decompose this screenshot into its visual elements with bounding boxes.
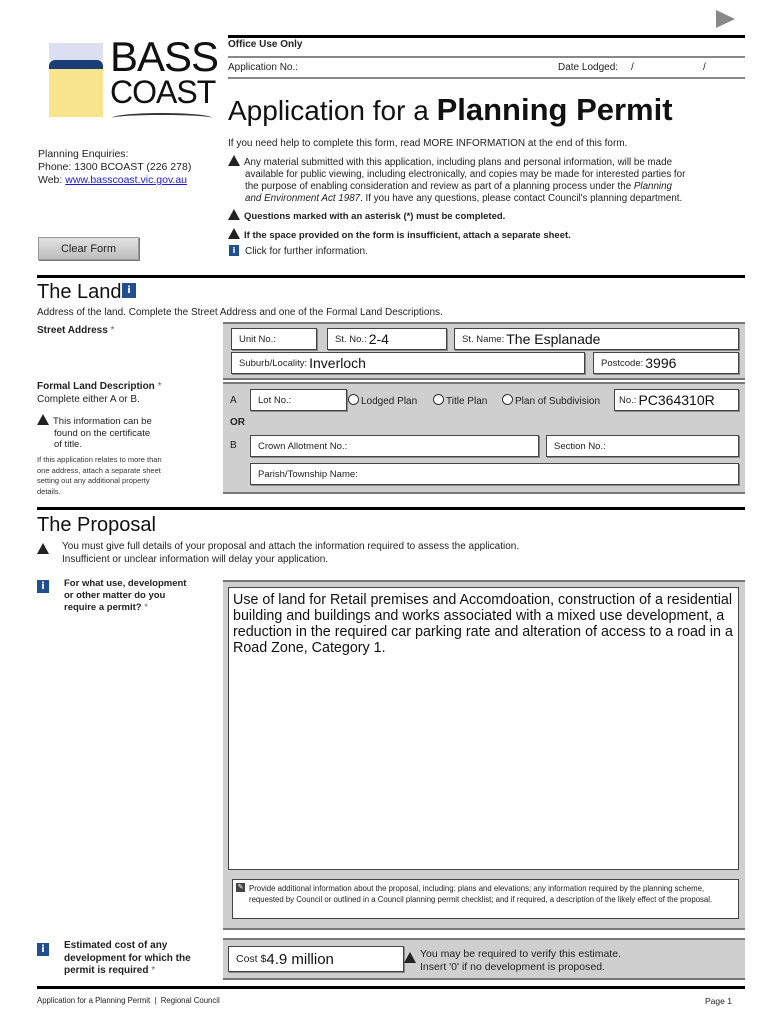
radio-label: Title Plan (446, 396, 488, 407)
question-line: or other matter do you (64, 590, 166, 601)
cost-field[interactable] (228, 946, 404, 972)
radio-icon (433, 394, 444, 405)
radio-label: Lodged Plan (361, 396, 418, 407)
formal-land-sub: Complete either A or B. (37, 394, 140, 405)
radio-lodged-plan[interactable] (348, 394, 417, 408)
radio-icon (502, 394, 513, 405)
land-description: Address of the land. Complete the Street Address and one of the Formal Land Descriptions. (37, 307, 443, 318)
warning-icon (37, 540, 53, 558)
street-no-field[interactable] (327, 328, 447, 350)
required-star: * (107, 325, 115, 336)
title-light: Application for a (228, 95, 437, 126)
radio-title-plan[interactable] (433, 394, 487, 408)
privacy-line: Any material submitted with this application, including plans and personal information, will be made (244, 157, 673, 168)
clear-form-button[interactable]: Clear Form (38, 237, 139, 260)
warning-icon (228, 209, 240, 220)
proposal-warning-1: You must give full details of your proposal and attach the information required to assess the application. (62, 541, 520, 552)
field-label: Section No.: (554, 440, 606, 452)
field-label: St. No.: (335, 333, 367, 345)
footer-left: Application for a Planning Permit | Regional Council (37, 996, 220, 1005)
note-line: found on the certificate (54, 427, 151, 439)
note-line: This information can be (53, 416, 152, 427)
label-text: Street Address (37, 325, 108, 336)
phone: Phone: 1300 BCOAST (226 278) (38, 161, 192, 173)
title-bold: Planning Permit (436, 92, 673, 127)
privacy-notice (228, 155, 685, 205)
info-icon[interactable]: i (122, 283, 136, 298)
logo-sand (49, 69, 103, 117)
play-arrow-icon[interactable] (716, 10, 735, 28)
question-line: For what use, development (64, 578, 187, 589)
help-text: If you need help to complete this form, read MORE INFORMATION at the end of this form. (228, 138, 628, 149)
question-line: require a permit? (64, 602, 142, 613)
question-line: Estimated cost of any (64, 940, 168, 951)
street-address-label (37, 325, 114, 337)
note-text: Provide additional information about the proposal, including: plans and elevations; any information required by the planning scheme, requested by Council or outlined in a Council planning permit checklist; and if required, a description of the likely effect of the proposal. (249, 884, 713, 904)
pencil-icon: ✎ (237, 884, 244, 891)
act-name: Planning (633, 181, 673, 192)
field-label: Suburb/Locality: (239, 357, 308, 369)
field-value: 3996 (645, 355, 677, 371)
required-star: * (154, 381, 162, 392)
bass-coast-logo (38, 33, 219, 121)
field-value: Inverloch (309, 355, 366, 371)
radio-label: Plan of Subdivision (515, 396, 601, 407)
logo-coast: COAST (110, 74, 216, 110)
multiple-address-note (37, 455, 162, 497)
info-icon[interactable]: i (37, 943, 49, 956)
warning-icon (404, 949, 420, 967)
unit-no-field[interactable] (231, 328, 317, 350)
or-label: OR (230, 417, 245, 428)
note-line: one address, attach a separate sheet (37, 465, 161, 475)
date-lodged-label: Date Lodged: (558, 62, 619, 73)
field-label: Unit No.: (239, 333, 276, 345)
verify-note-1: You may be required to verify this estimate. (420, 948, 621, 960)
field-label: No.: (619, 394, 637, 406)
note-line: of title. (54, 439, 82, 450)
note-line: setting out any additional property (37, 476, 150, 485)
page-title (228, 92, 673, 128)
certificate-note (37, 414, 152, 451)
info-icon[interactable]: i (37, 580, 49, 593)
option-b-label: B (230, 440, 237, 451)
field-label: Crown Allotment No.: (258, 440, 348, 452)
date-slash: / (631, 62, 634, 73)
field-label: Lot No.: (258, 394, 292, 406)
parish-field[interactable] (250, 463, 739, 485)
warning-icon (228, 155, 240, 166)
space-text: If the space provided on the form is insufficient, attach a separate sheet. (244, 230, 571, 241)
question-line: permit is required (64, 965, 149, 976)
section-title-proposal: The Proposal (37, 514, 156, 536)
suburb-field[interactable] (231, 352, 585, 374)
privacy-line: the purpose of enabling consideration and review as part of a planning process under the (245, 181, 634, 192)
section-no-field[interactable] (546, 435, 739, 457)
lot-no-field[interactable] (250, 389, 347, 411)
date-slash: / (703, 62, 706, 73)
section-title-land: The Land (37, 281, 122, 303)
field-value: 4.9 million (266, 950, 334, 968)
logo-sea (49, 60, 103, 69)
info-icon[interactable]: i (229, 245, 239, 256)
note-line: If this application relates to more than (37, 455, 162, 464)
logo-bass: BASS (110, 33, 219, 80)
label-text: Formal Land Description (37, 381, 155, 392)
question-line: development for which the (64, 952, 191, 964)
privacy-line: available for public viewing, including electronically, and copies may be made for interested parties for (245, 169, 686, 180)
field-label: Postcode: (601, 357, 644, 369)
radio-icon (348, 394, 359, 405)
warning-icon (228, 228, 240, 239)
field-label: St. Name: (462, 333, 505, 345)
verify-note-2: Insert '0' if no development is proposed. (420, 961, 605, 973)
field-value: The Esplanade (506, 331, 601, 347)
page-number: Page 1 (705, 996, 732, 1006)
field-label: Parish/Township Name: (258, 468, 358, 480)
web-label: Web: (38, 174, 66, 186)
contact-block (38, 148, 191, 187)
warning-icon (37, 414, 49, 425)
use-question (64, 578, 186, 614)
website-link[interactable]: www.basscoast.vic.gov.au (65, 174, 188, 186)
application-no-label: Application No.: (228, 62, 299, 73)
formal-land-label (37, 381, 161, 393)
click-info-text: Click for further information. (245, 246, 368, 257)
required-star: * (141, 602, 148, 613)
office-use-heading: Office Use Only (228, 39, 303, 50)
planning-enquiries: Planning Enquiries: (38, 148, 129, 160)
field-label: Cost $ (236, 953, 267, 965)
act-name: and Environment Act 1987 (245, 193, 361, 204)
logo-curve (112, 113, 212, 123)
logo-sky (49, 43, 103, 60)
additional-info-note (232, 879, 739, 919)
field-value: PC364310R (638, 392, 715, 408)
option-a-label: A (230, 395, 237, 406)
radio-plan-of-subdivision[interactable] (502, 394, 600, 408)
plan-no-field[interactable] (614, 389, 739, 411)
asterisk-text: Questions marked with an asterisk (*) must be completed. (244, 211, 506, 222)
space-note (228, 228, 571, 242)
field-value: 2-4 (368, 331, 389, 347)
asterisk-note (228, 209, 505, 223)
required-star: * (148, 965, 156, 976)
note-line: details. (37, 486, 61, 496)
street-name-field[interactable] (454, 328, 739, 350)
proposal-textarea[interactable]: Use of land for Retail premises and Accomdoation, construction of a residential building and buildings and works associated with a mixed use development, a reduction in the required car parking rate and alteration of access to a road in a Road Zone, Category 1. (228, 587, 739, 870)
crown-allotment-field[interactable] (250, 435, 539, 457)
web (38, 174, 191, 187)
proposal-warning-2: Insufficient or unclear information will delay your application. (62, 554, 329, 565)
postcode-field[interactable] (593, 352, 739, 374)
cost-question (64, 940, 191, 978)
privacy-line: . If you have any questions, please contact Council's planning department. (360, 193, 683, 204)
